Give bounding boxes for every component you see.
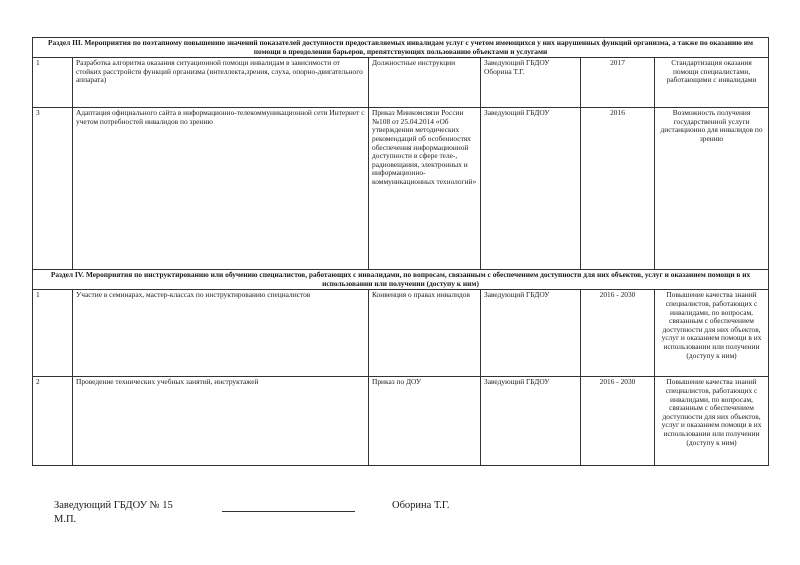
signatory-name: Оборина Т.Г. (392, 500, 450, 511)
section-4-title: Раздел IV. Мероприятия по инструктированию или обучению специалистов, работающих с инвалидами, по вопросам, связанным с обеспечением доступности для них объектов, услуг и оказанием помощи в их использовании или получении (доступу к ним) (33, 270, 769, 290)
row-number: 1 (33, 290, 73, 377)
result-cell: Повышение качества знаний специалистов, работающих с инвалидами, по вопросам, связанным с обеспечением доступности для них объектов, услуг и оказанием помощи в их использовании или получении (доступу к ним) (655, 377, 769, 466)
section-header-row (33, 270, 769, 290)
document-cell: Должностные инструкции (369, 58, 481, 108)
section-3-title: Раздел III. Мероприятия по поэтапному повышению значений показателей доступности предоставляемых инвалидам услуг с учетом имеющихся у них нарушенных функций организма, а также по оказанию им помощи в преодолении барьеров, препятствующих пользованию объектами и услугами (33, 38, 769, 58)
measures-table (32, 37, 769, 466)
document-cell: Приказ по ДОУ (369, 377, 481, 466)
signatory-position: Заведующий ГБДОУ № 15 (54, 500, 173, 511)
document-cell: Приказ Минкомсвязи России №108 от 25.04.2014 «Об утверждении методических рекомендаций об особенностях обеспечения информационной доступности в сфере теле-, радиовещания, электронных и информационно-коммуникационных технологий» (369, 108, 481, 270)
event-cell: Разработка алгоритма оказания ситуационной помощи инвалидам в зависимости от стойких расстройств функций организма (интеллекта,зрения, слуха, опорно-двигательного аппарата) (73, 58, 369, 108)
result-cell: Возможность получения государственной услуги дистанционно для инвалидов по зрению (655, 108, 769, 270)
result-cell: Повышение качества знаний специалистов, работающих с инвалидами, по вопросам, связанным с обеспечением доступности для них объектов, услуг и оказанием помощи в их использовании или получении (доступу к ним) (655, 290, 769, 377)
stamp-place: М.П. (54, 514, 77, 525)
row-number: 3 (33, 108, 73, 270)
term-cell: 2016 (581, 108, 655, 270)
document-cell: Конвенция о правах инвалидов (369, 290, 481, 377)
table-row (33, 108, 769, 270)
table-row (33, 290, 769, 377)
responsible-cell: Заведующий ГБДОУ (481, 290, 581, 377)
term-cell: 2017 (581, 58, 655, 108)
term-cell: 2016 - 2030 (581, 290, 655, 377)
table-row (33, 377, 769, 466)
result-cell: Стандартизация оказания помощи специалистами, работающими с инвалидами (655, 58, 769, 108)
event-cell: Участие в семинарах, мастер-классах по инструктированию специалистов (73, 290, 369, 377)
row-number: 2 (33, 377, 73, 466)
term-cell: 2016 - 2030 (581, 377, 655, 466)
table-row (33, 58, 769, 108)
event-cell: Адаптация официального сайта в информационно-телекоммуникационной сети Интернет с учетом потребностей инвалидов по зрению (73, 108, 369, 270)
signature-line (222, 511, 355, 512)
responsible-cell: Заведующий ГБДОУ Оборина Т.Г. (481, 58, 581, 108)
row-number: 1 (33, 58, 73, 108)
responsible-cell: Заведующий ГБДОУ (481, 108, 581, 270)
section-header-row (33, 38, 769, 58)
responsible-cell: Заведующий ГБДОУ (481, 377, 581, 466)
event-cell: Проведение технических учебных занятий, инструктажей (73, 377, 369, 466)
